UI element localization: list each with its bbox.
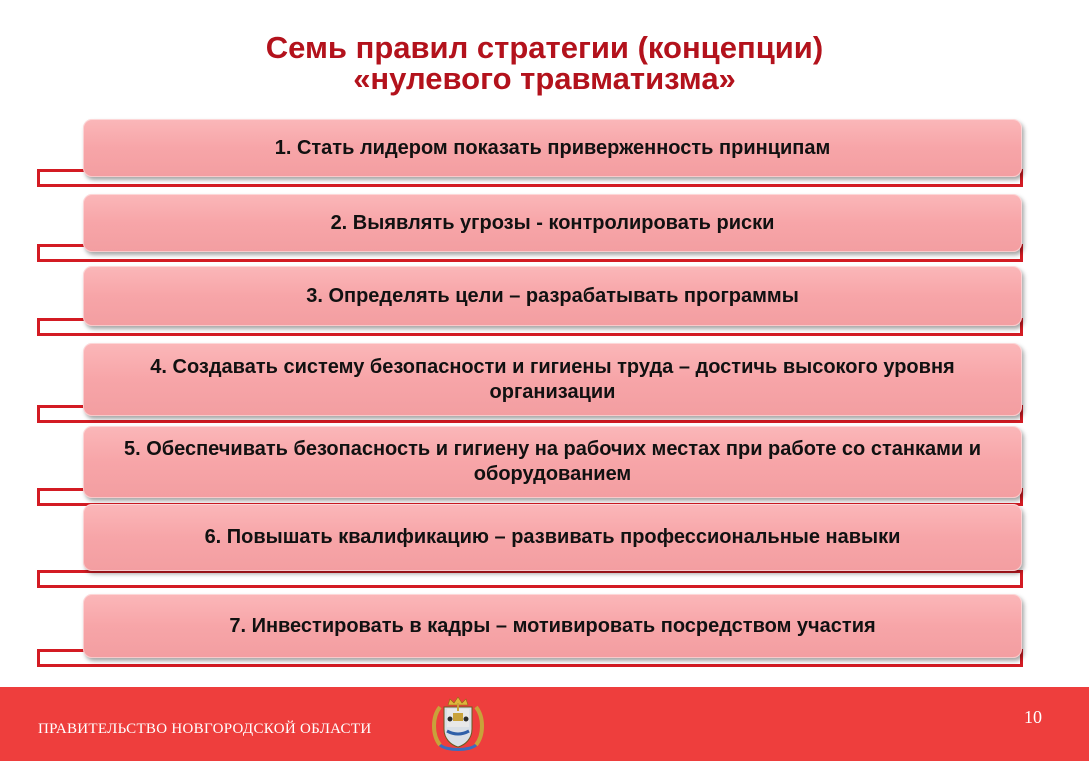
rule-box xyxy=(83,266,1022,326)
rule-text: 2. Выявлять угрозы - контролировать риски xyxy=(330,211,775,234)
rule-box xyxy=(83,594,1022,658)
page-number: 10 xyxy=(1024,707,1042,727)
rule-text: 4. Создавать систему безопасности и гигиены труда – достичь высокого уровня организации xyxy=(150,355,955,403)
slide-title-line-2: «нулевого травматизма» xyxy=(353,61,736,96)
rule-text: 5. Обеспечивать безопасность и гигиену на рабочих местах при работе со станками и оборудованием xyxy=(123,438,982,485)
slide-title xyxy=(0,32,1089,94)
rule-text: 6. Повышать квалификацию – развивать профессиональные навыки xyxy=(204,526,901,548)
novgorod-coat-of-arms-icon xyxy=(428,695,488,755)
footer-bar xyxy=(0,687,1089,761)
rule-box xyxy=(83,119,1022,177)
rule-box xyxy=(83,504,1022,571)
rule-text: 3. Определять цели – разрабатывать программы xyxy=(306,284,799,307)
footer-organization: ПРАВИТЕЛЬСТВО НОВГОРОДСКОЙ ОБЛАСТИ xyxy=(38,721,372,737)
rule-box xyxy=(83,194,1022,252)
rule-box xyxy=(83,343,1022,416)
rule-box xyxy=(83,426,1022,498)
rule-text: 1. Стать лидером показать приверженность принципам xyxy=(274,136,831,159)
rule-bracket xyxy=(37,570,1023,588)
rule-text: 7. Инвестировать в кадры – мотивировать посредством участия xyxy=(229,614,876,637)
slide-title-line-1: Семь правил стратегии (концепции) xyxy=(265,30,824,65)
